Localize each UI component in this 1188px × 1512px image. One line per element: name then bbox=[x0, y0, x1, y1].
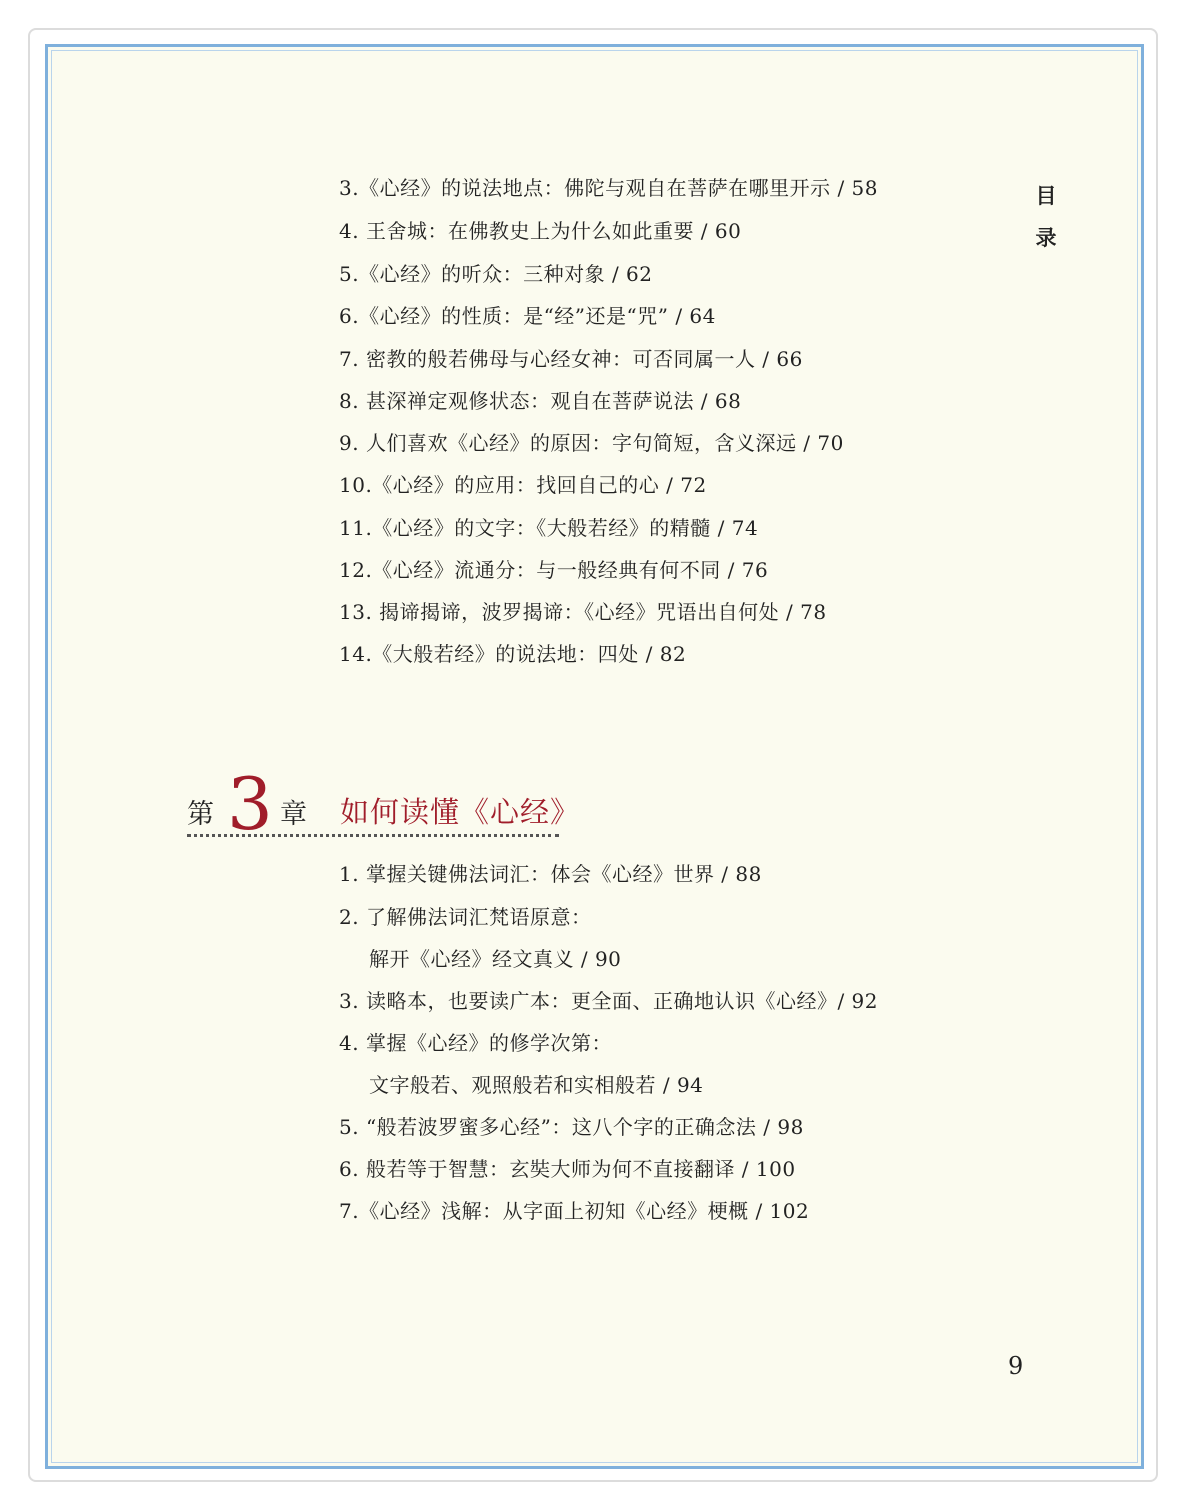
toc-entry[interactable]: 1. 掌握关键佛法词汇：体会《心经》世界 / 88 bbox=[339, 862, 762, 886]
toc-entry[interactable]: 11.《心经》的文字：《大般若经》的精髓 / 74 bbox=[339, 516, 759, 540]
chapter-number: 3 bbox=[227, 762, 273, 846]
side-label-char: 录 bbox=[1035, 225, 1057, 250]
toc-entry[interactable]: 5. “般若波罗蜜多心经”：这八个字的正确念法 / 98 bbox=[339, 1115, 804, 1139]
chapter-prefix: 第 bbox=[187, 799, 214, 830]
toc-entry[interactable]: 13. 揭谛揭谛，波罗揭谛：《心经》咒语出自何处 / 78 bbox=[339, 600, 827, 624]
page-number: 9 bbox=[1008, 1352, 1024, 1380]
chapter-suffix: 章 bbox=[280, 799, 307, 830]
toc-entry-continuation[interactable]: 解开《心经》经文真义 / 90 bbox=[369, 947, 622, 971]
toc-entry[interactable]: 7.《心经》浅解：从字面上初知《心经》梗概 / 102 bbox=[339, 1199, 810, 1223]
toc-entry[interactable]: 12.《心经》流通分：与一般经典有何不同 / 76 bbox=[339, 558, 769, 582]
toc-entry[interactable]: 2. 了解佛法词汇梵语原意： bbox=[339, 905, 592, 929]
toc-side-label bbox=[1033, 175, 1059, 259]
toc-entry[interactable]: 6. 般若等于智慧：玄奘大师为何不直接翻译 / 100 bbox=[339, 1157, 796, 1181]
toc-entry[interactable]: 4. 掌握《心经》的修学次第： bbox=[339, 1031, 612, 1055]
toc-entry[interactable]: 7. 密教的般若佛母与心经女神：可否同属一人 / 66 bbox=[339, 347, 803, 371]
toc-entry[interactable]: 5.《心经》的听众：三种对象 / 62 bbox=[339, 262, 653, 286]
toc-entry[interactable]: 14.《大般若经》的说法地：四处 / 82 bbox=[339, 642, 687, 666]
toc-entry[interactable]: 8. 甚深禅定观修状态：观自在菩萨说法 / 68 bbox=[339, 389, 742, 413]
toc-entry[interactable]: 10.《心经》的应用：找回自己的心 / 72 bbox=[339, 473, 707, 497]
chapter-dotted-divider bbox=[187, 834, 559, 837]
side-label-char: 目 bbox=[1035, 183, 1057, 208]
toc-entry[interactable]: 6.《心经》的性质：是“经”还是“咒” / 64 bbox=[339, 304, 716, 328]
toc-entry[interactable]: 3.《心经》的说法地点：佛陀与观自在菩萨在哪里开示 / 58 bbox=[339, 176, 878, 200]
toc-entry[interactable]: 3. 读略本，也要读广本：更全面、正确地认识《心经》/ 92 bbox=[339, 989, 878, 1013]
chapter-title[interactable]: 如何读懂《心经》 bbox=[340, 795, 581, 829]
toc-entry[interactable]: 9. 人们喜欢《心经》的原因：字句简短，含义深远 / 70 bbox=[339, 431, 844, 455]
toc-entry-continuation[interactable]: 文字般若、观照般若和实相般若 / 94 bbox=[369, 1073, 704, 1097]
toc-entry[interactable]: 4. 王舍城：在佛教史上为什么如此重要 / 60 bbox=[339, 219, 742, 243]
